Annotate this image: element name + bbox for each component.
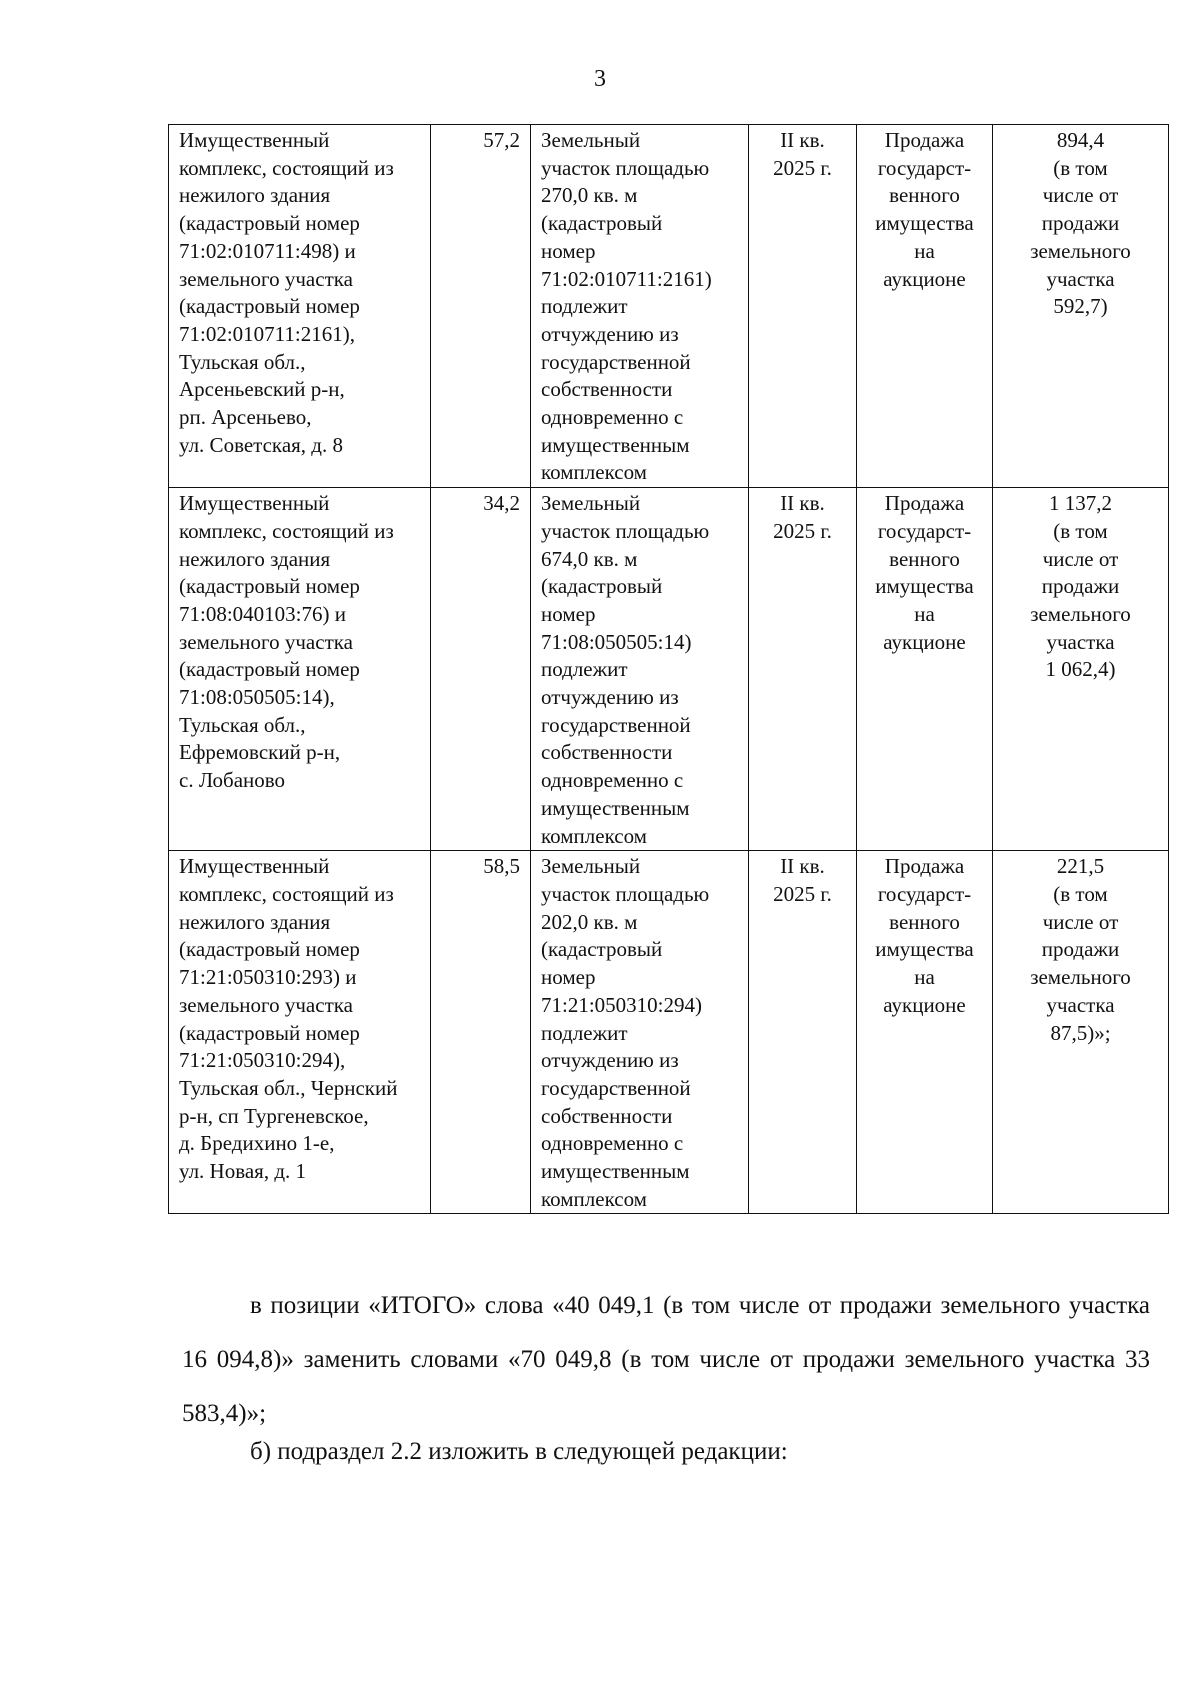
term-cell: II кв. 2025 г.	[749, 125, 857, 488]
amendment-paragraph-itogo: в позиции «ИТОГО» слова «40 049,1 (в том числе от продажи земельного участка 16 094,8)» заменить словами «70 049,8 (в том числе от продажи земельного участка 33 583,4)»;	[182, 1292, 1150, 1427]
object-description-cell: Имущественный комплекс, состоящий из нежилого здания (кадастровый номер 71:08:040103:76) и земельного участка (кадастровый номер 71:08:050505:14), Тульская обл., Ефремовский р-н, с. Лобаново	[169, 488, 431, 851]
area-cell: 34,2	[431, 488, 531, 851]
area-cell: 58,5	[431, 851, 531, 1214]
land-plot-cell: Земельный участок площадью 674,0 кв. м (кадастровый номер 71:08:050505:14) подлежит отчуждению из государственной собственности одновременно с имущественным комплексом	[531, 488, 749, 851]
object-description-cell: Имущественный комплекс, состоящий из нежилого здания (кадастровый номер 71:02:010711:498) и земельного участка (кадастровый номер 71:02:010711:2161), Тульская обл., Арсеньевский р-н, рп. Арсеньево, ул. Советская, д. 8	[169, 125, 431, 488]
sale-method-cell: Продажа государст- венного имущества на аукционе	[857, 851, 993, 1214]
amount-cell: 894,4 (в том числе от продажи земельного участка 592,7)	[993, 125, 1169, 488]
amount-cell: 221,5 (в том числе от продажи земельного участка 87,5)»;	[993, 851, 1169, 1214]
object-description-cell: Имущественный комплекс, состоящий из нежилого здания (кадастровый номер 71:21:050310:293) и земельного участка (кадастровый номер 71:21:050310:294), Тульская обл., Чернский р-н, сп Тургеневское, д. Бредихино 1-е, ул. Новая, д. 1	[169, 851, 431, 1214]
table-row	[169, 125, 1169, 488]
table-row	[169, 851, 1169, 1214]
term-cell: II кв. 2025 г.	[749, 851, 857, 1214]
page-number: 3	[594, 66, 606, 92]
amendment-paragraph-subsection: б) подраздел 2.2 изложить в следующей редакции:	[250, 1438, 788, 1465]
table-row	[169, 488, 1169, 851]
area-cell: 57,2	[431, 125, 531, 488]
sale-method-cell: Продажа государст- венного имущества на аукционе	[857, 488, 993, 851]
amount-cell: 1 137,2 (в том числе от продажи земельного участка 1 062,4)	[993, 488, 1169, 851]
land-plot-cell: Земельный участок площадью 202,0 кв. м (кадастровый номер 71:21:050310:294) подлежит отчуждению из государственной собственности одновременно с имущественным комплексом	[531, 851, 749, 1214]
land-plot-cell: Земельный участок площадью 270,0 кв. м (кадастровый номер 71:02:010711:2161) подлежит отчуждению из государственной собственности одновременно с имущественным комплексом	[531, 125, 749, 488]
sale-method-cell: Продажа государст- венного имущества на аукционе	[857, 125, 993, 488]
term-cell: II кв. 2025 г.	[749, 488, 857, 851]
privatization-table	[168, 124, 1169, 1214]
